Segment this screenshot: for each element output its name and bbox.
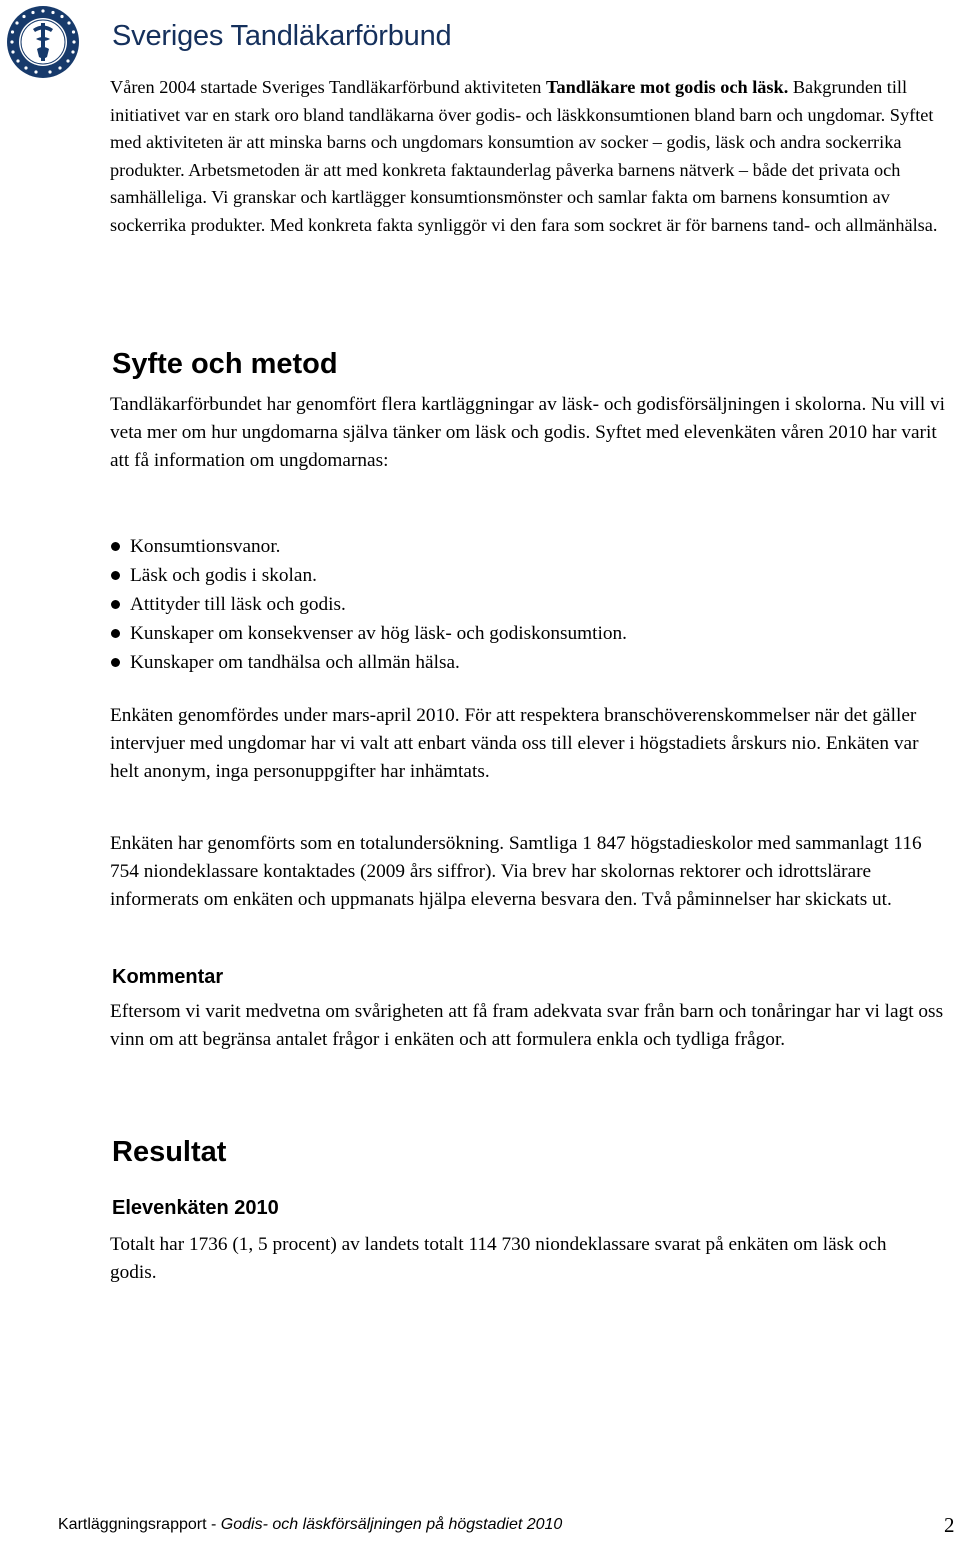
section-heading-resultat: Resultat [112, 1136, 227, 1168]
intro-text-rest: Bakgrunden till initiativet var en stark oro bland tandläkarna över godis- och läskkonsumtionen bland barn och ungdomar. Syftet med aktiviteten är att minska barns och ungdomars konsumtion av socker – godis, läsk och andra sockerrika produkter. Arbetsmetoden är att med konkreta faktaunderlag påverka barnens nätverk – både det privata och samhälleliga. Vi granskar och kartlägger konsumtionsmönster och samlar fakta om barnens konsumtion av sockerrika produkter. Med konkreta fakta synliggör vi den fara som sockret är för barnens tand- och allmänhälsa. [110, 77, 938, 235]
bullet-icon [111, 600, 120, 609]
organization-logo [6, 5, 80, 79]
list-item: Kunskaper om konsekvenser av hög läsk- och godiskonsumtion. [108, 619, 627, 648]
list-item: Läsk och godis i skolan. [108, 561, 627, 590]
section-heading-kommentar: Kommentar [112, 966, 224, 988]
syfte-paragraph: Tandläkarförbundet har genomfört flera kartläggningar av läsk- och godisförsäljningen i skolorna. Nu vill vi veta mer om hur ungdomarna själva tänker om läsk och godis. Syftet med elevenkäten våren 2010 har varit att få information om ungdomarnas: [110, 394, 945, 471]
intro-paragraph [110, 74, 950, 240]
survey-paragraph: Enkäten har genomförts som en totalundersökning. Samtliga 1 847 högstadieskolor med sammanlagt 116 754 niondeklassare kontaktades (2009 års siffror). Via brev har skolornas rektorer och idrottslärare informerats om enkäten och uppmanats hjälpa eleverna besvara den. Två påminnelser har skickats ut. [110, 833, 922, 910]
page-number: 2 [944, 1513, 955, 1537]
bullet-icon [111, 629, 120, 638]
method-paragraph: Enkäten genomfördes under mars-april 2010. För att respektera branschöverenskommelser när det gäller intervjuer med ungdomar har vi valt att enbart vända oss till elever i högstadiets årskurs nio. Enkäten var helt anonym, inga personuppgifter har inhämtats. [110, 705, 919, 782]
section-heading-syfte: Syfte och metod [112, 348, 338, 380]
campaign-name: Tandläkare mot godis och läsk. [545, 77, 789, 97]
organization-name: Sveriges Tandläkarförbund [112, 20, 452, 52]
list-item: Kunskaper om tandhälsa och allmän hälsa. [108, 648, 627, 677]
tooth-seal-icon [6, 5, 80, 79]
topics-list [108, 532, 627, 677]
bullet-icon [111, 542, 120, 551]
page-footer: Kartläggningsrapport - Godis- och läskförsäljningen på högstadiet 2010 [58, 1516, 563, 1533]
bullet-icon [111, 658, 120, 667]
list-item: Konsumtionsvanor. [108, 532, 627, 561]
list-item: Attityder till läsk och godis. [108, 590, 627, 619]
kommentar-paragraph: Eftersom vi varit medvetna om svårigheten att få fram adekvata svar från barn och tonåringar har vi lagt oss vinn om att begränsa antalet frågor i enkäten och att formulera enkla och tydliga frågor. [110, 1001, 944, 1050]
resultat-paragraph: Totalt har 1736 (1, 5 procent) av landets totalt 114 730 niondeklassare svarat på enkäten om läsk och godis. [110, 1234, 887, 1283]
intro-text: Våren 2004 startade Sveriges Tandläkarförbund aktiviteten [110, 77, 546, 97]
bullet-icon [111, 571, 120, 580]
subheading-elevenkaten: Elevenkäten 2010 [112, 1197, 279, 1219]
